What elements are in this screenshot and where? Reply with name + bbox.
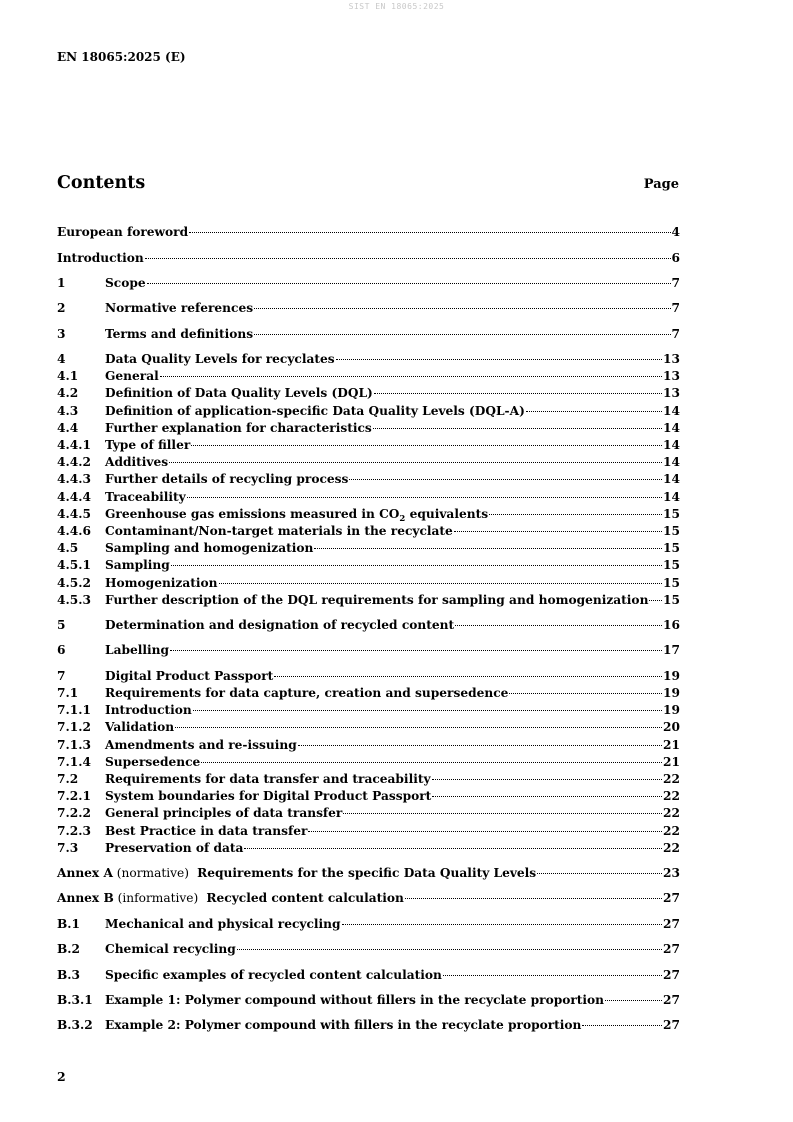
- contents-heading: Contents: [57, 173, 146, 193]
- toc-entry-page: 7: [671, 326, 680, 341]
- toc-dot-leader: [489, 514, 662, 515]
- toc-dot-leader: [605, 1000, 662, 1001]
- toc-dot-leader: [254, 334, 670, 335]
- toc-entry-title-text: Specific examples of recycled content calculation: [105, 967, 442, 982]
- toc-dot-leader: [649, 600, 662, 601]
- toc-entry-page: 22: [663, 789, 680, 804]
- toc-entry-page: 22: [663, 771, 680, 786]
- toc-entry[interactable]: [57, 326, 680, 343]
- toc-entry[interactable]: [57, 275, 680, 292]
- toc-entry-page: 13: [663, 352, 680, 367]
- toc-entry[interactable]: [57, 420, 680, 437]
- toc-entry-page: 6: [671, 250, 680, 265]
- toc-entry[interactable]: [57, 224, 680, 241]
- toc-entry[interactable]: [57, 992, 680, 1009]
- toc-dot-leader: [454, 531, 662, 532]
- toc-entry-title-text: General principles of data transfer: [105, 806, 343, 821]
- toc-entry[interactable]: [57, 489, 680, 506]
- toc-entry[interactable]: [57, 865, 680, 882]
- toc-entry-number: 4.4.5: [57, 506, 91, 521]
- toc-entry-title-text: Homogenization: [105, 575, 218, 590]
- toc-entry-number: 7.2: [57, 771, 79, 786]
- toc-entry-title: [105, 941, 236, 958]
- toc-entry-title-text: Digital Product Passport: [105, 668, 274, 683]
- toc-entry-page: 15: [663, 541, 680, 556]
- toc-entry-title-text: Chemical recycling: [105, 942, 236, 957]
- toc-entry-number: 7.1.3: [57, 737, 91, 752]
- toc-entry-page: 15: [663, 523, 680, 538]
- toc-entry-page: 14: [663, 438, 680, 452]
- table-of-contents: [57, 216, 680, 1035]
- toc-entry-title: [105, 737, 297, 754]
- toc-entry-page: 22: [663, 840, 680, 855]
- toc-entry-title: [105, 471, 348, 488]
- toc-entry-title: [105, 771, 431, 788]
- toc-entry-title: [105, 489, 186, 506]
- toc-entry-title: [105, 967, 442, 984]
- toc-entry-title: [105, 592, 648, 609]
- toc-entry[interactable]: [57, 575, 680, 592]
- toc-entry-title-text: Amendments and re-issuing: [105, 737, 297, 752]
- toc-entry-title: Requirements for the specific Data Quality Levels: [192, 866, 537, 881]
- toc-entry[interactable]: [57, 754, 680, 771]
- toc-entry-page: 19: [663, 668, 680, 683]
- toc-dot-leader: [342, 924, 663, 925]
- toc-entry[interactable]: [57, 454, 680, 471]
- toc-entry-title-text: Further details of recycling process: [105, 472, 349, 487]
- toc-entry-number: 4.4.4: [57, 489, 91, 504]
- toc-entry-title: [105, 420, 372, 437]
- toc-entry-number: 2: [57, 301, 66, 316]
- toc-entry-title-text: Sampling: [105, 558, 170, 573]
- toc-entry-title-text: Requirements for data capture, creation and supersedence: [105, 686, 509, 700]
- toc-entry-title: [105, 617, 454, 634]
- toc-dot-leader: [175, 727, 662, 728]
- toc-entry-title: [105, 668, 273, 685]
- toc-entry-number: 4.5.3: [57, 592, 91, 607]
- toc-entry[interactable]: [57, 668, 680, 685]
- toc-entry[interactable]: [57, 250, 680, 267]
- toc-entry-page: 19: [663, 703, 680, 718]
- toc-entry-title: [105, 754, 200, 771]
- toc-entry-title-text: Definition of application-specific Data Quality Levels (DQL-A): [105, 403, 525, 418]
- toc-entry-title-text: Greenhouse gas emissions measured in CO: [105, 506, 400, 521]
- toc-entry-title-text: Example 2: Polymer compound with fillers in the recyclate proportion: [105, 1018, 582, 1033]
- watermark: SIST EN 18065:2025: [348, 2, 445, 11]
- toc-entry-title-text: Determination and designation of recycled content: [105, 618, 455, 633]
- toc-entry-title: [105, 385, 373, 402]
- toc-dot-leader: [145, 258, 671, 259]
- toc-entry-title: [105, 575, 218, 592]
- toc-entry[interactable]: [57, 471, 680, 488]
- toc-dot-leader: [298, 745, 662, 746]
- toc-entry-number: 7.2.3: [57, 823, 91, 838]
- toc-entry-page: 7: [671, 301, 680, 316]
- toc-entry[interactable]: [57, 737, 680, 754]
- toc-dot-leader: [405, 898, 662, 899]
- toc-entry-number: 7.1.2: [57, 720, 91, 735]
- toc-entry-page: 27: [663, 992, 680, 1007]
- toc-entry-title: [105, 642, 169, 659]
- toc-entry-title: [105, 368, 159, 385]
- toc-entry-page: 14: [663, 420, 680, 435]
- toc-entry-page: 14: [663, 403, 680, 418]
- toc-entry-number: B.3.2: [57, 1018, 93, 1033]
- toc-dot-leader: [314, 548, 662, 549]
- toc-entry-title-text: Additives: [105, 455, 169, 470]
- toc-entry[interactable]: [57, 890, 680, 907]
- toc-entry-title-text: Best Practice in data transfer: [105, 823, 308, 838]
- toc-entry-page: 15: [663, 592, 680, 607]
- toc-entry-number: B.2: [57, 942, 81, 957]
- toc-entry-number: 7.2.2: [57, 806, 91, 821]
- toc-entry-page: 27: [663, 967, 680, 982]
- toc-entry-number: 3: [57, 326, 66, 341]
- toc-dot-leader: [582, 1025, 662, 1026]
- toc-entry-number: 4.4: [57, 420, 79, 435]
- page-number: 2: [57, 1069, 66, 1084]
- toc-dot-leader: [336, 359, 662, 360]
- toc-entry-page: 16: [663, 618, 680, 633]
- toc-entry-number: 7: [57, 668, 66, 683]
- toc-entry-title-text: Further explanation for characteristics: [105, 420, 372, 435]
- document-id: EN 18065:2025 (E): [57, 50, 186, 64]
- toc-entry-title-text: Introduction: [105, 703, 192, 718]
- toc-entry-title-text: Requirements for data transfer and traceability: [105, 771, 431, 786]
- toc-entry[interactable]: [57, 592, 680, 609]
- toc-entry[interactable]: [57, 617, 680, 634]
- toc-entry-number: Annex B: [57, 891, 114, 906]
- toc-entry-title-text: Validation: [105, 720, 175, 735]
- toc-entry-title: [105, 1017, 581, 1034]
- toc-entry-title-text: Preservation of data: [105, 840, 244, 855]
- toc-entry-number: 4.5: [57, 541, 79, 556]
- toc-entry-title: [105, 403, 525, 420]
- toc-dot-leader: [374, 393, 662, 394]
- toc-dot-leader: [171, 565, 662, 566]
- toc-entry-number: 4: [57, 352, 66, 367]
- toc-entry-page: 7: [671, 275, 680, 290]
- toc-dot-leader: [349, 479, 662, 480]
- toc-entry-title: [105, 326, 253, 343]
- toc-entry-page: 20: [663, 720, 680, 735]
- toc-entry-number: B.3: [57, 967, 81, 982]
- toc-entry[interactable]: [57, 403, 680, 420]
- toc-entry-title-suffix: equivalents: [405, 506, 489, 521]
- toc-entry[interactable]: [57, 702, 680, 719]
- toc-entry-title-text: Sampling and homogenization: [105, 541, 314, 556]
- toc-dot-leader: [170, 650, 662, 651]
- toc-entry[interactable]: [57, 642, 680, 659]
- toc-entry[interactable]: [57, 523, 680, 540]
- toc-entry[interactable]: [57, 506, 680, 523]
- toc-dot-leader: [244, 848, 662, 849]
- toc-entry-title-text: Further description of the DQL requirements for sampling and homogenization: [105, 592, 649, 607]
- toc-entry-page: 13: [663, 369, 680, 384]
- toc-entry-title: [105, 300, 253, 317]
- toc-entry-title: [105, 702, 192, 719]
- toc-entry[interactable]: [57, 437, 680, 454]
- toc-entry-page: 14: [663, 455, 680, 470]
- toc-entry-title: [105, 992, 604, 1009]
- toc-entry[interactable]: [57, 840, 680, 857]
- toc-entry-title: [105, 685, 508, 702]
- toc-dot-leader: [509, 693, 662, 694]
- toc-entry-page: 21: [663, 737, 680, 752]
- page-column-heading: Page: [643, 177, 679, 192]
- toc-dot-leader: [201, 762, 662, 763]
- toc-entry-title: [105, 719, 174, 736]
- toc-entry-annex-type: (informative): [113, 891, 203, 906]
- toc-entry-title: [105, 540, 313, 557]
- toc-entry-page: 21: [663, 754, 680, 769]
- toc-entry-title: Recycled content calculation: [202, 891, 404, 906]
- toc-entry[interactable]: [57, 685, 680, 702]
- toc-entry-page: 27: [663, 916, 680, 931]
- toc-entry-title: European foreword: [57, 225, 189, 240]
- toc-dot-leader: [443, 975, 662, 976]
- toc-entry-title: [105, 840, 243, 857]
- toc-entry[interactable]: [57, 1017, 680, 1034]
- toc-entry[interactable]: [57, 719, 680, 736]
- toc-entry-page: 17: [663, 643, 680, 658]
- toc-dot-leader: [169, 462, 662, 463]
- toc-entry-page: 27: [663, 1018, 680, 1033]
- toc-entry-title-text: Contaminant/Non-target materials in the recyclate: [105, 523, 453, 538]
- toc-entry[interactable]: [57, 540, 680, 557]
- toc-entry-page: 15: [663, 575, 680, 590]
- toc-entry[interactable]: [57, 368, 680, 385]
- toc-entry-page: 14: [663, 489, 680, 504]
- toc-entry-page: 19: [663, 686, 680, 700]
- toc-entry[interactable]: [57, 300, 680, 317]
- toc-entry-annex-type: (normative): [112, 866, 193, 881]
- toc-entry-title-subscript: 2: [399, 513, 406, 524]
- toc-entry-title: Introduction: [57, 250, 144, 265]
- toc-dot-leader: [526, 411, 662, 412]
- toc-entry[interactable]: [57, 941, 680, 958]
- toc-dot-leader: [254, 308, 670, 309]
- toc-entry[interactable]: [57, 385, 680, 402]
- toc-entry-number: 4.2: [57, 386, 79, 401]
- toc-entry-page: 22: [663, 823, 680, 838]
- toc-entry-page: 27: [663, 891, 680, 906]
- toc-dot-leader: [274, 676, 662, 677]
- toc-entry[interactable]: [57, 351, 680, 368]
- toc-entry-page: 22: [663, 806, 680, 821]
- toc-dot-leader: [432, 796, 662, 797]
- toc-dot-leader: [160, 376, 662, 377]
- toc-dot-leader: [193, 710, 662, 711]
- toc-dot-leader: [455, 625, 662, 626]
- toc-entry-title: [105, 351, 335, 368]
- toc-entry-title-text: Supersedence: [105, 754, 201, 769]
- toc-entry-number: 4.1: [57, 369, 79, 384]
- toc-entry-page: 15: [663, 506, 680, 521]
- toc-entry[interactable]: [57, 788, 680, 805]
- toc-entry-number: 4.5.1: [57, 558, 91, 573]
- toc-dot-leader: [147, 283, 671, 284]
- toc-dot-leader: [432, 779, 662, 780]
- toc-entry-title: [105, 275, 146, 292]
- toc-entry-title-text: Example 1: Polymer compound without fillers in the recyclate proportion: [105, 992, 605, 1007]
- toc-dot-leader: [219, 583, 663, 584]
- toc-dot-leader: [373, 428, 662, 429]
- toc-entry-number: 7.2.1: [57, 789, 91, 804]
- toc-dot-leader: [187, 497, 662, 498]
- toc-dot-leader: [237, 949, 662, 950]
- toc-entry-number: 4.4.2: [57, 455, 91, 470]
- toc-entry-page: 13: [663, 386, 680, 401]
- toc-entry[interactable]: [57, 916, 680, 933]
- toc-entry-page: 23: [663, 866, 680, 881]
- toc-entry-title-text: Type of filler: [105, 438, 191, 452]
- toc-entry-number: 4.5.2: [57, 575, 91, 590]
- toc-entry-title-text: General: [105, 369, 159, 384]
- toc-entry-title-text: Normative references: [105, 301, 254, 316]
- toc-entry-page: 14: [663, 472, 680, 487]
- toc-dot-leader: [189, 232, 670, 233]
- toc-entry-number: 7.1.4: [57, 754, 91, 769]
- toc-entry[interactable]: [57, 967, 680, 984]
- toc-entry-number: B.3.1: [57, 992, 93, 1007]
- toc-entry[interactable]: [57, 557, 680, 574]
- toc-entry-page: 15: [663, 558, 680, 573]
- toc-entry-number: Annex A: [57, 866, 113, 881]
- toc-entry-number: B.1: [57, 916, 81, 931]
- toc-entry[interactable]: [57, 823, 680, 840]
- toc-entry-number: 4.3: [57, 403, 79, 418]
- toc-entry-title-text: Scope: [105, 275, 146, 290]
- toc-entry-title: [105, 788, 431, 805]
- toc-entry-title-text: System boundaries for Digital Product Passport: [105, 789, 432, 804]
- toc-entry-title-text: Mechanical and physical recycling: [105, 916, 341, 931]
- toc-entry-title: [105, 454, 168, 471]
- toc-entry-page: 27: [663, 942, 680, 957]
- toc-entry-title: [105, 805, 342, 822]
- toc-entry-title-text: Traceability: [105, 489, 186, 504]
- toc-entry[interactable]: [57, 805, 680, 822]
- toc-entry-number: 4.4.1: [57, 438, 91, 452]
- toc-entry-title: [105, 523, 453, 540]
- toc-entry-number: 1: [57, 275, 66, 290]
- toc-entry-number: 6: [57, 643, 66, 658]
- toc-entry-number: 7.1: [57, 686, 79, 700]
- toc-dot-leader: [191, 445, 662, 446]
- toc-entry-page: 4: [671, 225, 680, 240]
- toc-entry-title-text: Labelling: [105, 643, 170, 658]
- toc-entry-number: 4.4.6: [57, 523, 91, 538]
- toc-dot-leader: [343, 813, 662, 814]
- toc-entry-title: [105, 557, 170, 574]
- toc-entry-number: 7.3: [57, 840, 79, 855]
- toc-entry-title: [105, 823, 307, 840]
- toc-dot-leader: [537, 873, 662, 874]
- toc-entry-title: [105, 916, 341, 933]
- toc-dot-leader: [308, 831, 662, 832]
- toc-entry-number: 7.1.1: [57, 703, 91, 718]
- toc-entry-title-text: Data Quality Levels for recyclates: [105, 352, 335, 367]
- toc-entry-title-text: Terms and definitions: [105, 326, 254, 341]
- toc-entry-title-text: Definition of Data Quality Levels (DQL): [105, 386, 373, 401]
- toc-entry[interactable]: [57, 771, 680, 788]
- toc-entry-title: [105, 437, 190, 454]
- toc-entry-number: 4.4.3: [57, 472, 91, 487]
- toc-entry-number: 5: [57, 618, 66, 633]
